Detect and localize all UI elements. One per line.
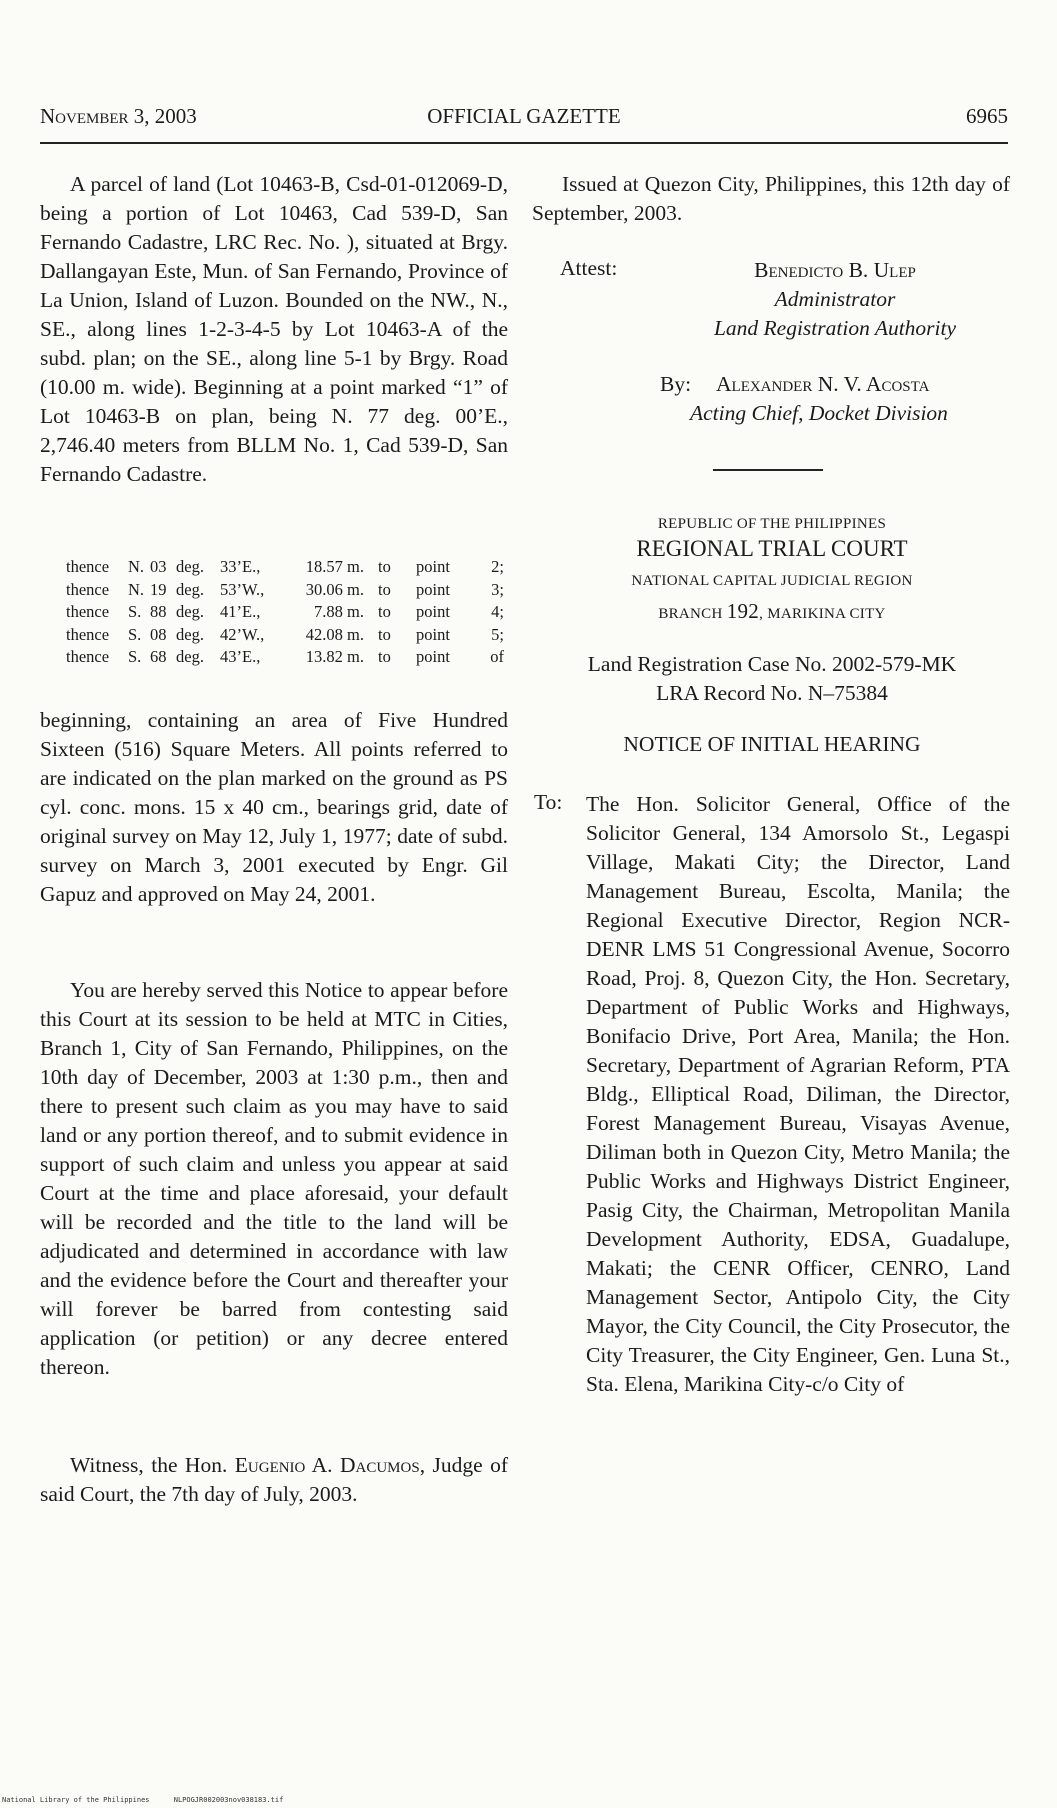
branch-label: BRANCH bbox=[658, 606, 727, 622]
lra-record-number: LRA Record No. N–75384 bbox=[656, 681, 888, 705]
judicial-region: NATIONAL CAPITAL JUDICIAL REGION bbox=[631, 573, 913, 589]
parcel-description: A parcel of land (Lot 10463-B, Csd-01-012069-D, being a portion of Lot 10463, Cad 539-D, San Fernando Cadastre, LRC Rec. No. ), situated at Brgy. Dallangayan Este, Mun. of San Fernando, Province of La Union, Island of Luzon. Bounded on the NW., N., SE., along lines 1-2-3-4-5 by Lot 10463-A of the subd. plan; on the SE., along line 5-1 by Brgy. Road (10.00 m. wide). Beginning at a point marked “1” of Lot 10463-B on plan, being N. 77 deg. 00’E., 2,746.40 meters from BLLM No. 1, Cad 539-D, San Fernando Cadastre. bbox=[40, 172, 508, 486]
branch-city: , MARIKINA CITY bbox=[759, 606, 886, 622]
course-degrees: 68 bbox=[150, 647, 167, 667]
course-row bbox=[66, 601, 508, 624]
course-thence: thence bbox=[66, 579, 110, 599]
course-row bbox=[66, 624, 508, 647]
agency-name: Land Registration Authority bbox=[713, 316, 957, 340]
course-point: point bbox=[416, 602, 450, 622]
issue-date: November 3, 2003 bbox=[40, 104, 197, 128]
course-deg-word: deg. bbox=[176, 647, 204, 667]
addressee-label: To: bbox=[534, 790, 563, 814]
page-number: 6965 bbox=[966, 104, 1008, 128]
course-thence: thence bbox=[66, 602, 110, 622]
survey-courses-table bbox=[66, 556, 508, 669]
course-thence: thence bbox=[66, 557, 110, 576]
course-minutes: 33’E., bbox=[220, 557, 261, 576]
course-degrees: 19 bbox=[150, 579, 167, 599]
course-deg-word: deg. bbox=[176, 602, 204, 622]
course-to: to bbox=[378, 557, 391, 576]
course-distance: 13.82 m. bbox=[305, 647, 364, 667]
course-distance: 42.08 m. bbox=[305, 624, 364, 644]
course-deg-word: deg. bbox=[176, 557, 204, 576]
course-deg-word: deg. bbox=[176, 624, 204, 644]
header-rule bbox=[40, 142, 1008, 144]
course-to: to bbox=[378, 602, 391, 622]
by-label: By: bbox=[660, 372, 692, 396]
notice-paragraph: You are hereby served this Notice to appear before this Court at its session to be held at MTC in Cities, Branch 1, City of San Fernando, Philippines, on the 10th day of December, 2003 at 1:30 p.m., then and there to present such claim as you may have to said land or any portion thereof, and to submit evidence in support of such claim and unless you appear at said Court at the time and place aforesaid, your default will be recorded and the title to the land will be adjudicated and determined in accordance with law and the evidence before the Court and thereafter your will forever be barred from contesting said application (or petition) or any decree entered thereon. bbox=[40, 978, 508, 1379]
witness-paragraph bbox=[40, 1451, 508, 1509]
course-degrees: 88 bbox=[150, 602, 167, 622]
signature-block-administrator bbox=[660, 256, 1010, 343]
course-deg-word: deg. bbox=[176, 579, 204, 599]
course-to: to bbox=[378, 579, 391, 599]
notice-title: NOTICE OF INITIAL HEARING bbox=[623, 732, 921, 756]
attest-label: Attest: bbox=[560, 256, 618, 280]
course-row bbox=[66, 556, 508, 579]
page-header bbox=[40, 104, 1008, 140]
course-row bbox=[66, 646, 508, 669]
course-point: point bbox=[416, 579, 450, 599]
course-direction: S. bbox=[128, 602, 142, 622]
course-direction: S. bbox=[128, 624, 142, 644]
section-divider bbox=[713, 469, 823, 471]
course-thence: thence bbox=[66, 647, 110, 667]
course-distance: 18.57 m. bbox=[305, 557, 364, 576]
course-distance: 30.06 m. bbox=[305, 579, 364, 599]
scan-filename: NLPOGJR002003nov038183.tif bbox=[173, 1796, 284, 1804]
course-to: to bbox=[378, 624, 391, 644]
case-number: Land Registration Case No. 2002-579-MK bbox=[587, 652, 957, 676]
course-end: 2; bbox=[491, 557, 504, 576]
scan-footer bbox=[2, 1796, 303, 1804]
course-end: 4; bbox=[491, 602, 504, 622]
issued-statement: Issued at Quezon City, Philippines, this 12th day of September, 2003. bbox=[532, 172, 1010, 225]
republic-line: REPUBLIC OF THE PHILIPPINES bbox=[657, 516, 887, 532]
course-direction: N. bbox=[128, 579, 145, 599]
addressee-list: The Hon. Solicitor General, Office of the Solicitor General, 134 Amorsolo St., Legaspi Village, Makati City; the Director, Land Management Bureau, Escolta, Manila; the Regional Executive Director, Region NCR-DENR LMS 51 Congressional Avenue, Socorro Road, Proj. 8, Quezon City, the Hon. Secretary, Department of Public Works and Highways, Bonifacio Drive, Port Area, Manila; the Hon. Secretary, Department of Agrarian Reform, PTA Bldg., Elliptical Road, Diliman, the Director, Forest Management Bureau, Visayas Avenue, Diliman both in Quezon City, Metro Manila; the Public Works and Highways District Engineer, Pasig City, the Chairman, Metropolitan Manila Development Authority, EDSA, Guadalupe, Makati; the CENR Officer, CENRO, Land Management Sector, Antipolo City, the City Mayor, the City Council, the City Prosecutor, the City Treasurer, the City Engineer, Gen. Luna St., Sta. Elena, Marikina City-c/o City of bbox=[586, 792, 1010, 1396]
course-direction: N. bbox=[128, 557, 145, 576]
docket-chief-title: Acting Chief, Docket Division bbox=[690, 401, 948, 425]
course-minutes: 41’E., bbox=[220, 602, 261, 622]
case-numbers bbox=[532, 650, 1012, 708]
course-end: 5; bbox=[491, 624, 504, 644]
branch-number: 192 bbox=[726, 599, 760, 623]
course-point: point bbox=[416, 624, 450, 644]
course-thence: thence bbox=[66, 624, 110, 644]
course-degrees: 03 bbox=[150, 557, 167, 576]
course-end: 3; bbox=[491, 579, 504, 599]
course-minutes: 42’W., bbox=[220, 624, 265, 644]
publication-title: OFFICIAL GAZETTE bbox=[427, 104, 621, 128]
course-minutes: 53’W., bbox=[220, 579, 265, 599]
administrator-name: Benedicto B. Ulep bbox=[754, 258, 916, 282]
course-distance: 7.88 m. bbox=[314, 602, 364, 622]
course-minutes: 43’E., bbox=[220, 647, 261, 667]
witness-date: , Judge of said Court, the 7th day of July, 2003. bbox=[40, 1453, 509, 1506]
course-point: point bbox=[416, 647, 450, 667]
branch-line bbox=[532, 600, 1012, 625]
docket-chief-name: Alexander N. V. Acosta bbox=[716, 372, 930, 396]
witness-intro: Witness, the Hon. bbox=[70, 1453, 235, 1477]
course-row bbox=[66, 579, 508, 602]
library-credit: National Library of the Philippines bbox=[2, 1796, 150, 1804]
judge-name: Eugenio A. Dacumos bbox=[234, 1453, 420, 1477]
course-to: to bbox=[378, 647, 391, 667]
course-direction: S. bbox=[128, 647, 142, 667]
administrator-title: Administrator bbox=[774, 287, 896, 311]
area-description: beginning, containing an area of Five Hundred Sixteen (516) Square Meters. All points referred to are indicated on the plan marked on the ground as PS cyl. conc. mons. 15 x 40 cm., bearings grid, date of original survey on May 12, July 1, 1977; date of subd. survey on March 3, 2001 executed by Engr. Gil Gapuz and approved on May 24, 2001. bbox=[40, 708, 508, 906]
course-degrees: 08 bbox=[150, 624, 167, 644]
court-name: REGIONAL TRIAL COURT bbox=[636, 536, 908, 561]
court-heading bbox=[532, 514, 1012, 625]
course-point: point bbox=[416, 557, 450, 576]
course-end: of bbox=[490, 647, 504, 667]
